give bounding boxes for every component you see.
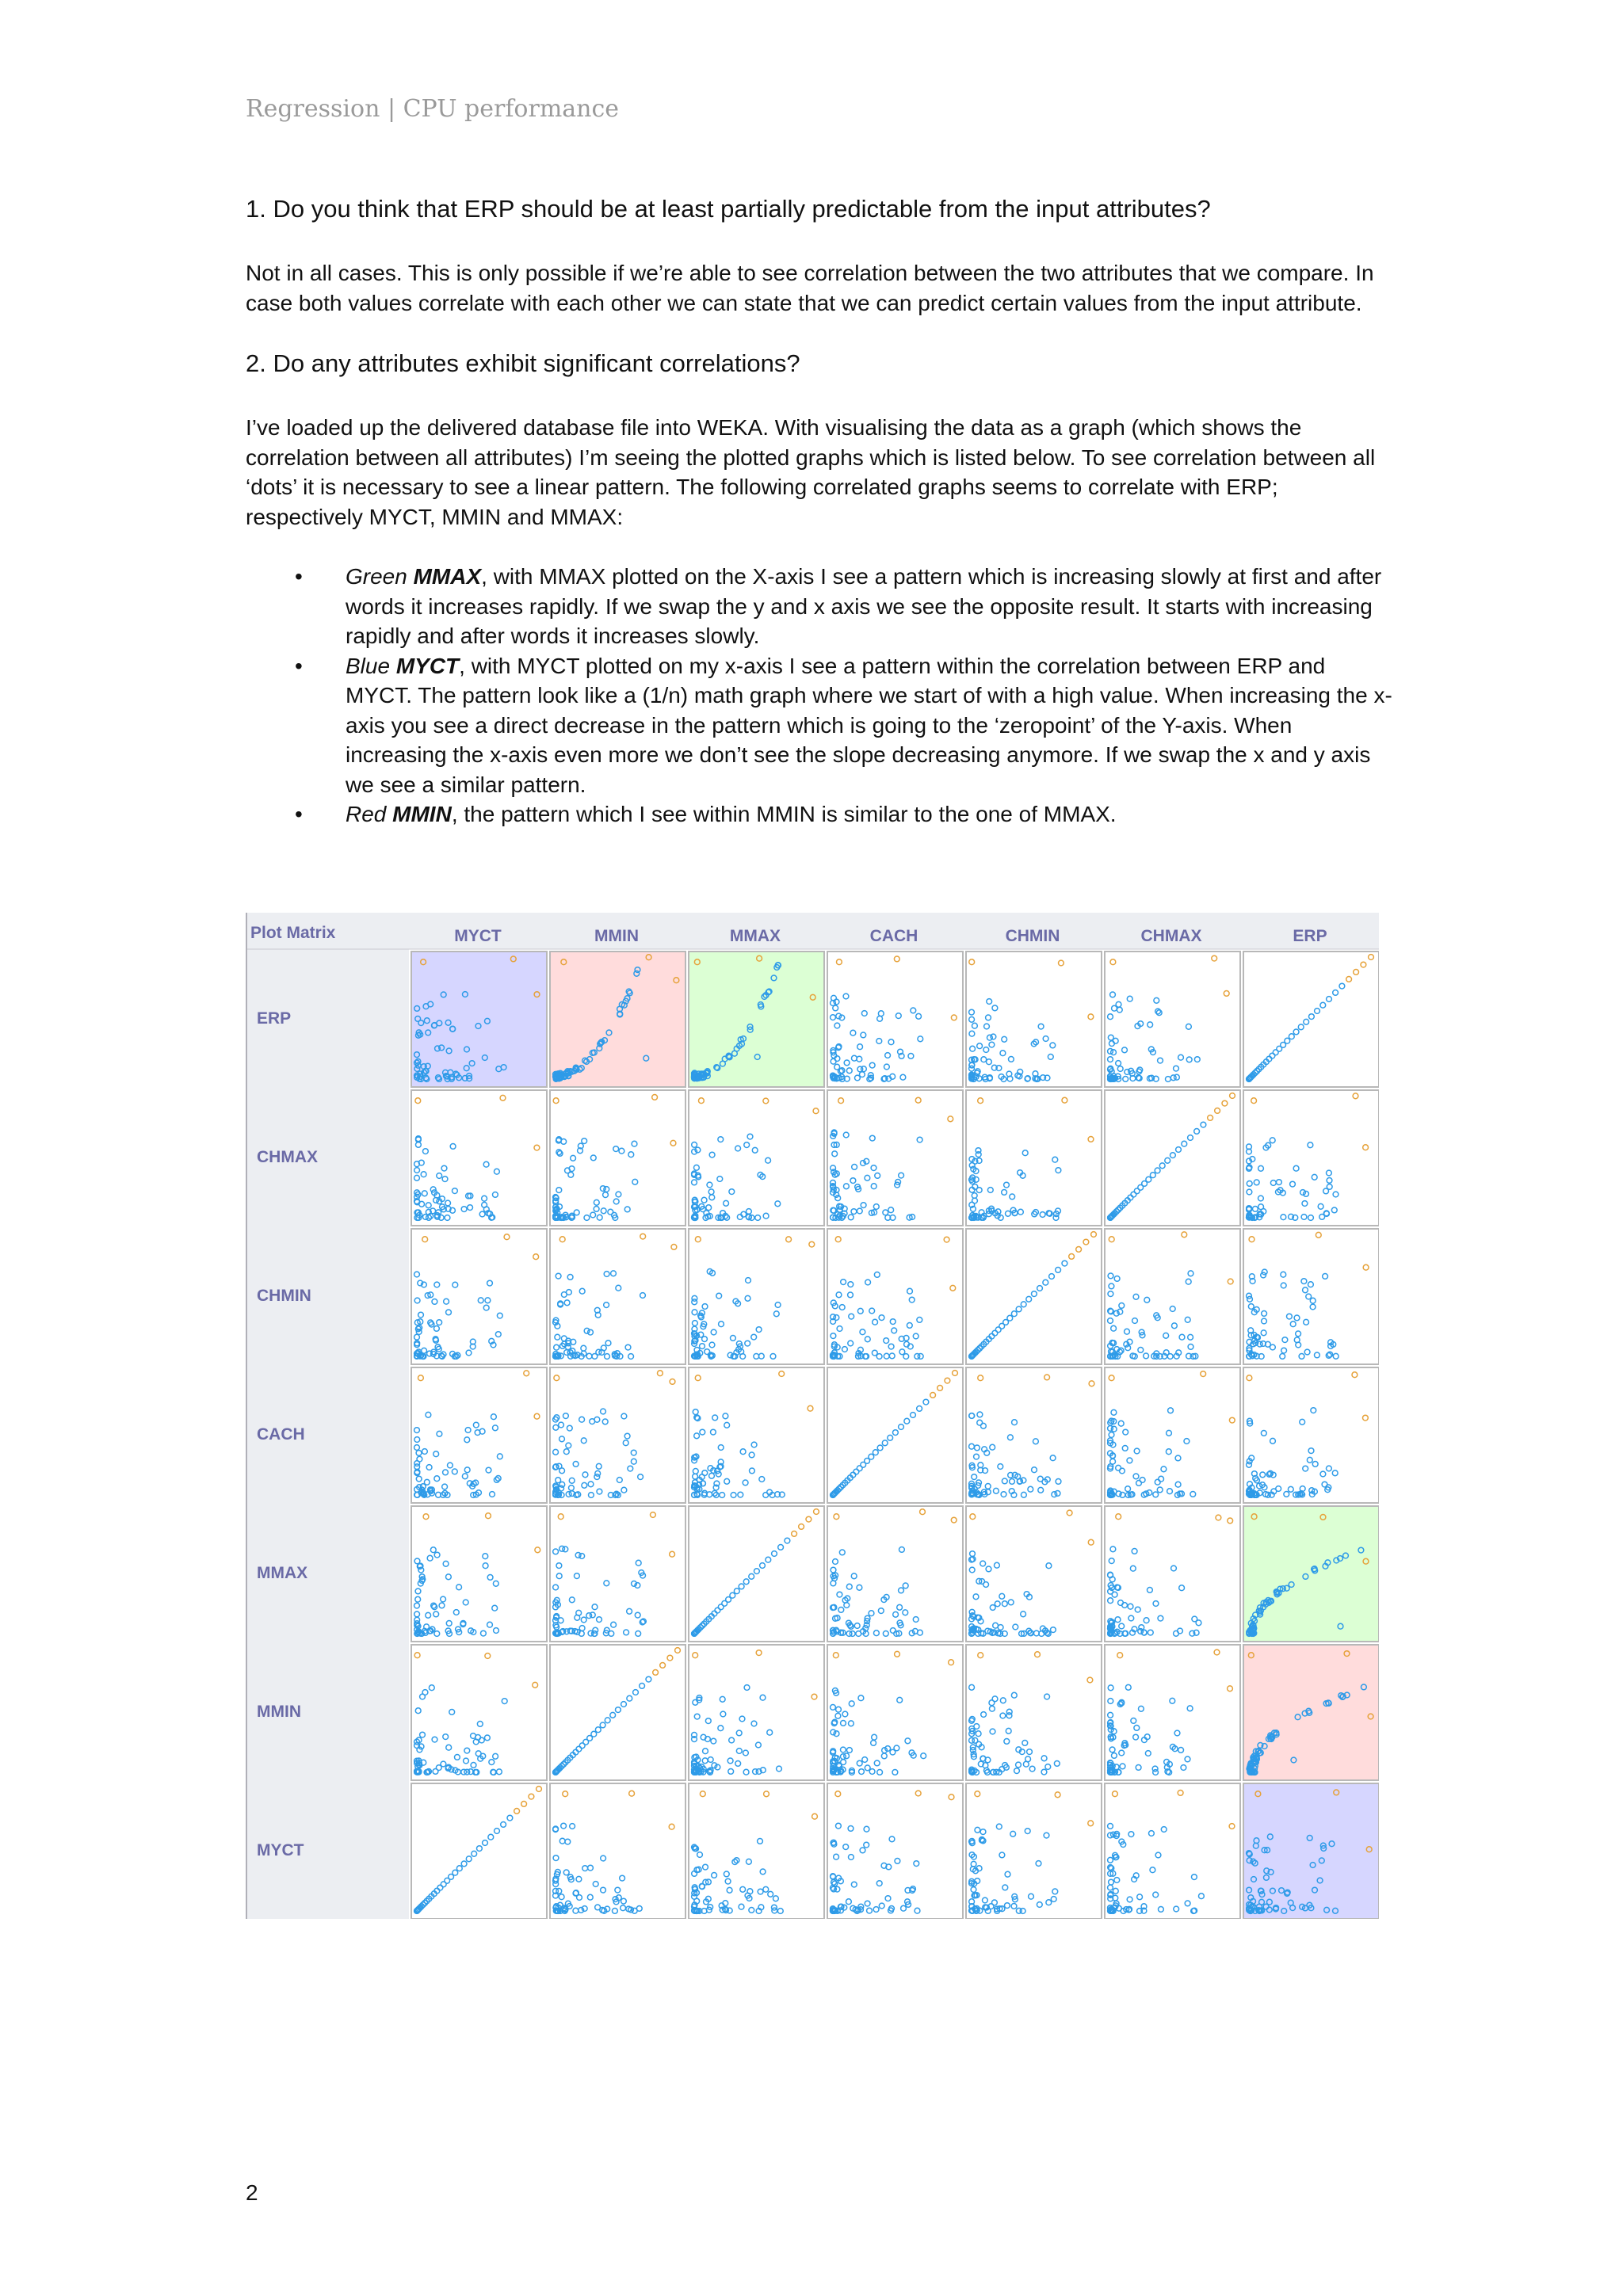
row-label-myct: MYCT [257, 1841, 304, 1859]
column-header-myct: MYCT [454, 927, 502, 945]
bullet-icon: • [295, 653, 303, 678]
scatter-cell [966, 1367, 1102, 1503]
row-label-chmin: CHMIN [257, 1287, 311, 1305]
color-word: Red [346, 802, 387, 826]
bullet-icon: • [295, 564, 303, 589]
scatter-cell [550, 1229, 685, 1364]
column-header-mmin: MMIN [594, 927, 639, 945]
scatter-cell [1105, 1229, 1240, 1364]
question-1: 1. Do you think that ERP should be at least partially predictable from the input attributes? [246, 195, 1211, 223]
scatter-cell [1243, 1783, 1379, 1919]
list-item [246, 562, 1395, 651]
scatter-cell [411, 1506, 547, 1642]
color-word: Green [346, 564, 407, 589]
page-number: 2 [246, 2180, 258, 2205]
scatter-cell [1243, 1506, 1379, 1642]
row-label-chmax: CHMAX [257, 1148, 318, 1166]
question-2: 2. Do any attributes exhibit significant correlations? [246, 349, 800, 377]
bullet-icon: • [295, 802, 303, 826]
correlation-list [246, 562, 1395, 830]
scatter-cell [411, 1229, 547, 1364]
plot-matrix [246, 913, 1379, 1919]
list-item [246, 651, 1395, 800]
scatter-cell [966, 1645, 1102, 1780]
scatter-cell [689, 1645, 824, 1780]
scatter-cell [689, 1367, 824, 1503]
scatter-cell [966, 1506, 1102, 1642]
attribute-name: MYCT [395, 653, 460, 678]
scatter-cell [827, 1090, 963, 1226]
scatter-cell [827, 1506, 963, 1642]
scatter-cell [411, 952, 547, 1087]
scatter-cell [1105, 1506, 1240, 1642]
color-word: Blue [346, 653, 391, 678]
scatter-cell [966, 1090, 1102, 1226]
column-header-erp: ERP [1293, 927, 1327, 945]
row-label-mmin: MMIN [257, 1703, 301, 1721]
column-header-cach: CACH [869, 927, 918, 945]
answer-2: I’ve loaded up the delivered database file into WEKA. With visualising the data as a graph (which shows the correlation between all attributes) I’m seeing the plotted graphs which is listed below. To see correlation between all ‘dots’ it is necessary to see a linear pattern. The following correlated graphs seems to correlate with ERP; respectively MYCT, MMIN and MMAX: [246, 415, 1376, 529]
scatter-cell [1105, 1783, 1240, 1919]
scatter-cell [550, 952, 685, 1087]
list-item-text: , with MMAX plotted on the X-axis I see a pattern which is increasing slowly at first and after words it increases rapidly. If we swap the y and x axis we see the opposite result. It starts with increasing rapidly and after words it increases slowly. [346, 564, 1382, 648]
list-item-text: , with MYCT plotted on my x-axis I see a pattern within the correlation between ERP and MYCT. The pattern look like a (1/n) math graph where we start of with a high value. When increasing the x-axis you see a direct decrease in the pattern which is going to the ‘zeropoint’ of the Y-axis. When increasing the x-axis even more we don’t see the slope decreasing anymore. If we swap the x and y axis we see a similar pattern. [346, 653, 1392, 797]
column-header-chmax: CHMAX [1140, 927, 1202, 945]
row-label-erp: ERP [257, 1009, 292, 1028]
list-item [246, 799, 1395, 830]
scatter-cell [1105, 1645, 1240, 1780]
document-body [246, 193, 1395, 830]
column-header-mmax: MMAX [729, 927, 781, 945]
scatter-cell [689, 952, 824, 1087]
scatter-cell [827, 952, 963, 1087]
column-header-chmin: CHMIN [1005, 927, 1060, 945]
row-label-mmax: MMAX [257, 1564, 308, 1582]
list-item-text: , the pattern which I see within MMIN is similar to the one of MMAX. [451, 802, 1117, 826]
scatter-cell [411, 1645, 547, 1780]
column-header-band [246, 913, 1379, 949]
plot-matrix-title: Plot Matrix [250, 924, 336, 942]
scatter-cell [689, 1783, 824, 1919]
scatter-cell [1105, 952, 1240, 1087]
running-header: Regression | CPU performance [246, 95, 620, 123]
attribute-name: MMAX [413, 564, 482, 589]
plot-matrix-figure [246, 913, 1379, 1923]
attribute-name: MMIN [392, 802, 452, 826]
scatter-cell [550, 1506, 685, 1642]
answer-1: Not in all cases. This is only possible if we’re able to see correlation between the two attributes that we compare. In case both values correlate with each other we can state that we can predict certain values from the input attribute. [246, 261, 1374, 315]
row-label-cach: CACH [257, 1425, 305, 1444]
row-label-column [246, 913, 409, 1919]
